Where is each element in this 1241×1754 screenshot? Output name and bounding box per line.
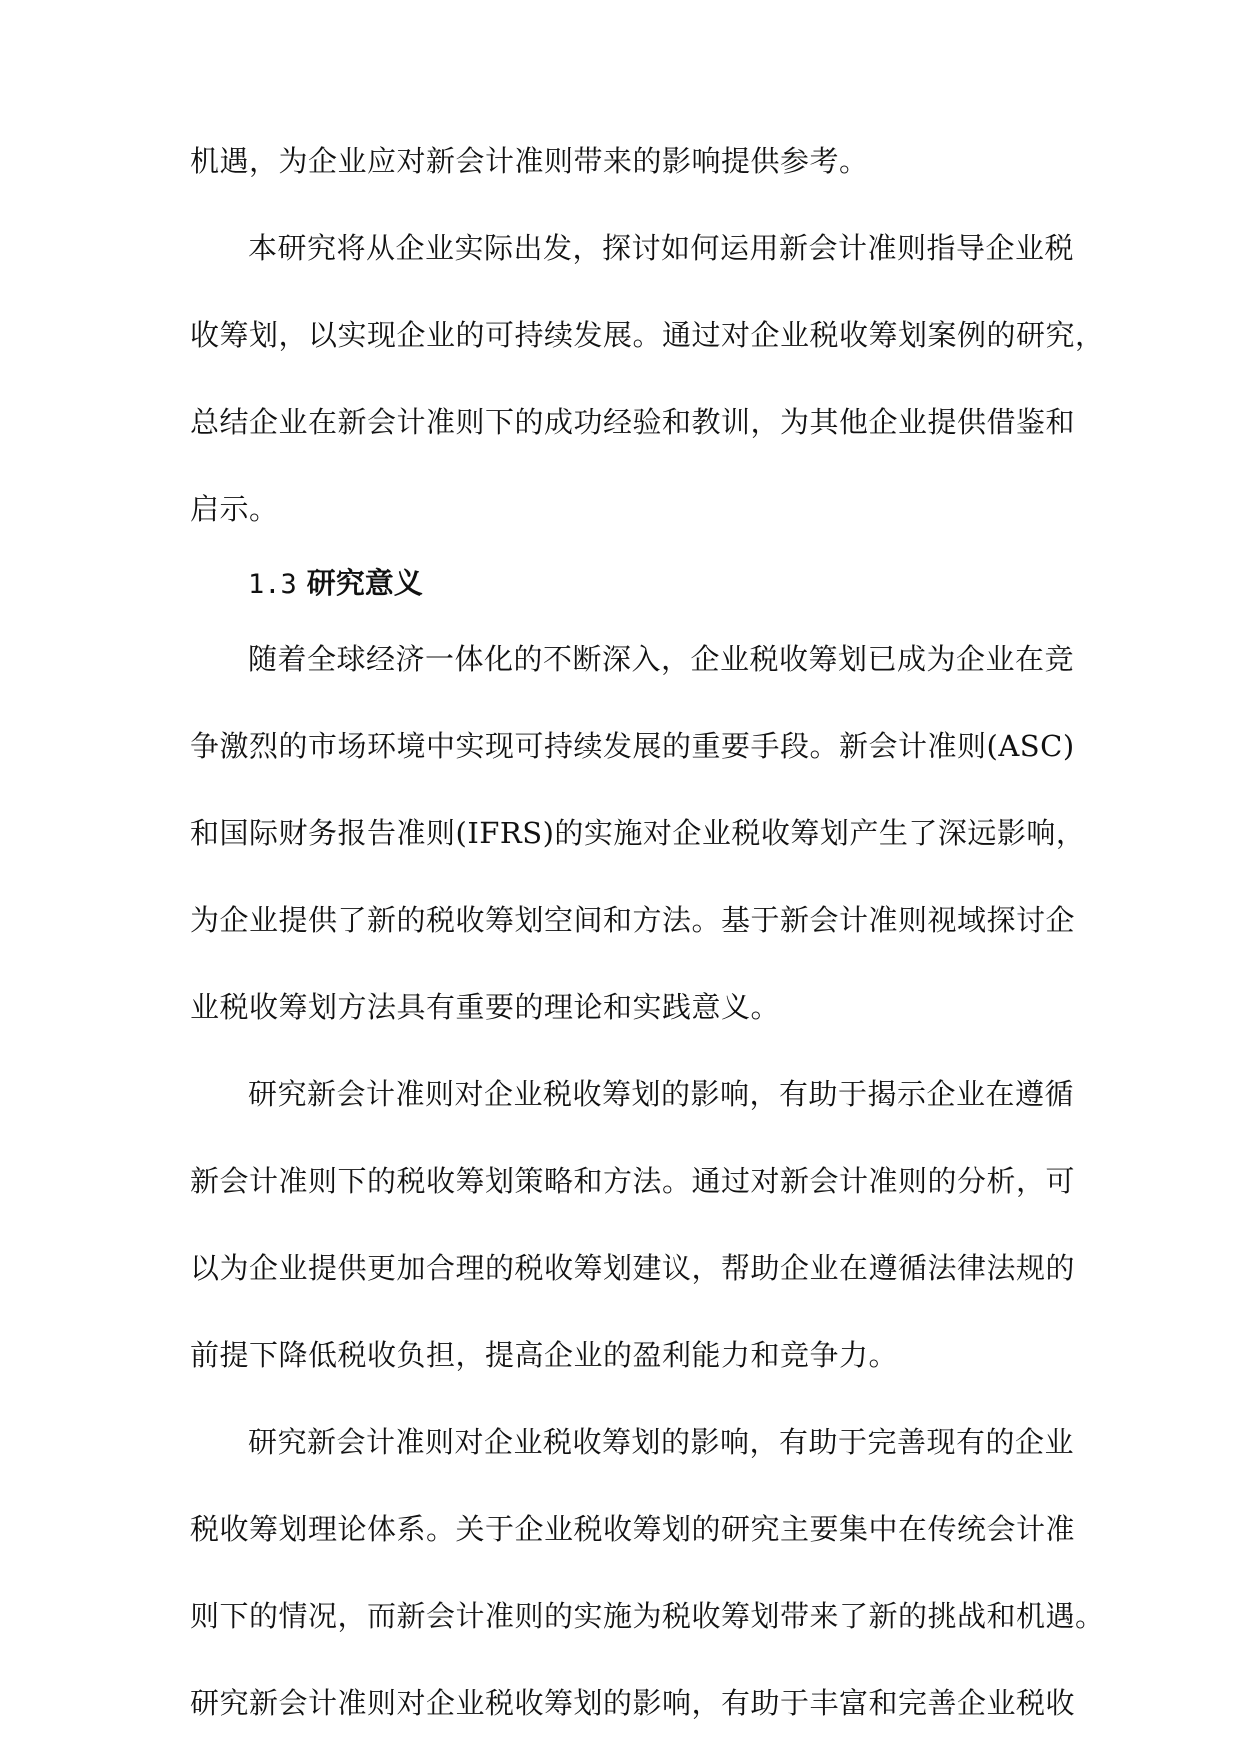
paragraph-line: 业税收筹划方法具有重要的理论和实践意义。 bbox=[190, 990, 781, 1024]
paragraph-line: 则下的情况，而新会计准则的实施为税收筹划带来了新的挑战和机遇。 bbox=[190, 1599, 1105, 1633]
paragraph-line: 研究新会计准则对企业税收筹划的影响，有助于揭示企业在遵循 bbox=[248, 1077, 1075, 1111]
paragraph-line: 随着全球经济一体化的不断深入，企业税收筹划已成为企业在竞 bbox=[248, 642, 1075, 676]
paragraph-line: 争激烈的市场环境中实现可持续发展的重要手段。新会计准则(ASC) bbox=[190, 729, 1075, 763]
paragraph-line: 以为企业提供更加合理的税收筹划建议，帮助企业在遵循法律法规的 bbox=[190, 1251, 1076, 1285]
paragraph-line: 为企业提供了新的税收筹划空间和方法。基于新会计准则视域探讨企 bbox=[190, 903, 1076, 937]
paragraph-line: 研究新会计准则对企业税收筹划的影响，有助于丰富和完善企业税收 bbox=[190, 1686, 1076, 1720]
paragraph-line: 总结企业在新会计准则下的成功经验和教训，为其他企业提供借鉴和 bbox=[190, 405, 1076, 439]
paragraph-line: 新会计准则下的税收筹划策略和方法。通过对新会计准则的分析，可 bbox=[190, 1164, 1076, 1198]
paragraph-line: 机遇，为企业应对新会计准则带来的影响提供参考。 bbox=[190, 144, 869, 178]
paragraph-line: 研究新会计准则对企业税收筹划的影响，有助于完善现有的企业 bbox=[248, 1425, 1075, 1459]
paragraph-line: 本研究将从企业实际出发，探讨如何运用新会计准则指导企业税 bbox=[248, 231, 1075, 265]
section-heading bbox=[248, 550, 423, 618]
section-title: 研究意义 bbox=[306, 566, 423, 600]
paragraph-line: 收筹划，以实现企业的可持续发展。通过对企业税收筹划案例的研究， bbox=[190, 318, 1105, 352]
paragraph-line: 启示。 bbox=[190, 492, 279, 526]
section-number: 1.3 bbox=[248, 569, 297, 600]
intro-text bbox=[190, 118, 1105, 553]
paragraph-line: 前提下降低税收负担，提高企业的盈利能力和竞争力。 bbox=[190, 1338, 899, 1372]
paragraph-line: 税收筹划理论体系。关于企业税收筹划的研究主要集中在传统会计准 bbox=[190, 1512, 1076, 1546]
body-text bbox=[190, 616, 1105, 1747]
paragraph-line: 和国际财务报告准则(IFRS)的实施对企业税收筹划产生了深远影响， bbox=[190, 816, 1086, 850]
